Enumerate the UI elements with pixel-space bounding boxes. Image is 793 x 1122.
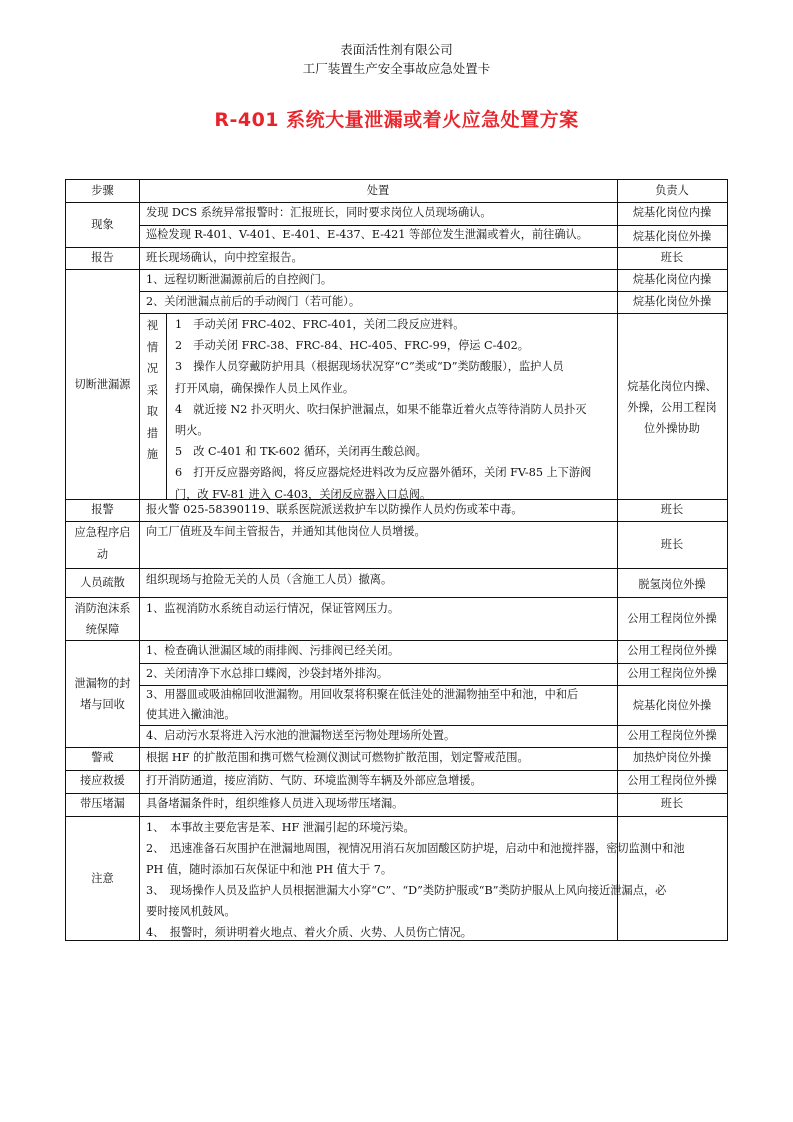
action-text: 巡检发现 R-401、V-401、E-401、E-437、E-421 等部位发生泄漏或着火，前往确认。: [146, 228, 588, 241]
owner-text: 班长: [660, 251, 684, 264]
action-text: 1、远程切断泄漏源前后的自控阀门。: [146, 273, 333, 286]
action-text: 2、关闭泄漏点前后的手动阀门（若可能）。: [146, 295, 361, 308]
step-phenomenon: 现象: [91, 218, 114, 231]
owner-text: 班长: [660, 538, 684, 551]
owner-text: 烷基化岗位外操: [632, 295, 712, 308]
action-text: 1、监视消防水系统自动运行情况，保证管网压力。: [146, 602, 400, 615]
action-text: 2、关闭清净下水总排口蝶阀，沙袋封堵外排沟。: [146, 667, 389, 680]
note-line: 2、 迅速准备石灰围护在泄漏地周围，视情况用消石灰加固酸区防护堤，启动中和池搅拌器，密切监测中和池: [146, 842, 685, 855]
owner-text: 班长: [660, 797, 684, 810]
owner-text: 公用工程岗位外操: [627, 774, 717, 787]
measure-line: 6 打开反应器旁路阀，将反应器烷烃进料改为反应器外循环，关闭 FV-85 上下游阀: [175, 466, 592, 480]
step-report: 报告: [91, 251, 114, 264]
note-line: 3、 现场操作人员及监护人员根据泄漏大小穿“C”、“D”类防护服或“B”类防护服从上风向接近泄漏点，必: [146, 884, 667, 897]
action-text: 4、启动污水泵将进入污水池的泄漏物送至污物处理场所处置。: [146, 729, 456, 742]
owner-text: 公用工程岗位外操: [627, 729, 717, 742]
step-pressure-sealing: 带压堵漏: [80, 797, 125, 810]
measure-line: 1 手动关闭 FRC-402、FRC-401，关闭二段反应进料。: [175, 318, 465, 331]
measure-line: 5 改 C-401 和 TK-602 循环，关闭再生酸总阀。: [175, 445, 427, 459]
action-text: 组织现场与抢险无关的人员（含施工人员）撤离。: [146, 573, 393, 586]
action-text: 发现 DCS 系统异常报警时：汇报班长，同时要求岗位人员现场确认。: [146, 206, 492, 219]
step-cordon: 警戒: [91, 751, 114, 764]
owner-text: 烷基化岗位内操: [632, 206, 712, 219]
owner-text: 公用工程岗位外操: [627, 667, 717, 680]
document-header: [0, 40, 793, 78]
plan-title: R-401 系统大量泄漏或着火应急处置方案: [214, 109, 579, 131]
owner-text: 公用工程岗位外操: [627, 612, 717, 625]
action-text: 1、检查确认泄漏区域的雨排阀、污排阀已经关闭。: [146, 644, 400, 657]
conditional-measures-list: [166, 314, 617, 505]
action-text: 3、用器皿或吸油棉回收泄漏物。用回收泵将积聚在低洼处的泄漏物抽至中和池，中和后 使其进入撇油池。: [146, 688, 579, 721]
step-notes: 注意: [91, 871, 114, 885]
measure-line: 4 就近接 N2 扑灭明火、吹扫保护泄漏点，如果不能靠近着火点等待消防人员扑灭: [175, 402, 587, 416]
action-text: 向工厂值班及车间主管报告，并通知其他岗位人员增援。: [146, 525, 426, 538]
owner-text: 公用工程岗位外操: [627, 644, 717, 657]
step-evacuation: 人员疏散: [80, 576, 125, 589]
action-text: 班长现场确认，向中控室报告。: [146, 251, 303, 264]
conditional-measures-label: 视 情 况 采 取 措 施: [146, 319, 159, 461]
note-line: 要时接风机鼓风。: [146, 905, 236, 918]
measure-line: 2 手动关闭 FRC-38、FRC-84、HC-405、FRC-99，停运 C-402。: [175, 339, 529, 353]
action-text: 根据 HF 的扩散范围和携可燃气检测仪测试可燃物扩散范围，划定警戒范围。: [146, 751, 529, 764]
step-alarm: 报警: [91, 503, 114, 516]
action-text: 报火警 025-58390119、联系医院派送救护车以防操作人员灼伤或苯中毒。: [146, 503, 523, 516]
note-line: 1、 本事故主要危害是苯、HF 泄漏引起的环境污染。: [146, 821, 415, 834]
notes-list: [139, 817, 727, 943]
measure-line: 明火。: [175, 424, 209, 438]
owner-text: 班长: [660, 503, 684, 516]
action-text: 具备堵漏条件时，组织维修人员进入现场带压堵漏。: [146, 797, 404, 810]
step-rescue-support: 接应救援: [80, 774, 125, 787]
owner-text: 烷基化岗位外操: [632, 230, 712, 243]
header-action: 处置: [366, 184, 390, 197]
header-step: 步骤: [91, 184, 114, 197]
owner-text: 脱氢岗位外操: [638, 578, 706, 591]
emergency-procedure-table: [65, 179, 728, 941]
conditional-owner: 烷基化岗位内操、 外操，公用工程岗 位外操协助: [627, 380, 717, 435]
owner-text: 加热炉岗位外操: [632, 751, 712, 764]
note-line: PH 值，随时添加石灰保证中和池 PH 值大于 7。: [146, 863, 393, 876]
step-fire-foam: 消防泡沫系 统保障: [74, 602, 131, 636]
step-emergency-start: 应急程序启 动: [74, 526, 131, 561]
card-title: 工厂装置生产安全事故应急处置卡: [302, 61, 491, 76]
action-text: 打开消防通道，接应消防、气防、环境监测等车辆及外部应急增援。: [146, 774, 482, 787]
company-name: 表面活性剂有限公司: [340, 42, 453, 57]
header-owner: 负责人: [655, 184, 689, 197]
measure-line: 门，改 FV-81 进入 C-403，关闭反应器入口总阀。: [175, 487, 432, 501]
measure-line: 打开风扇，确保操作人员上风作业。: [175, 381, 355, 395]
owner-text: 烷基化岗位内操: [632, 273, 712, 286]
measure-line: 3 操作人员穿戴防护用具（根据现场状况穿“C”类或“D”类防酸服），监护人员: [175, 360, 564, 374]
note-line: 4、 报警时，须讲明着火地点、着火介质、火势、人员伤亡情况。: [146, 926, 472, 939]
owner-text: 烷基化岗位外操: [632, 698, 712, 712]
step-containment: 泄漏物的封 堵与回收: [74, 676, 131, 711]
step-cut-off-source: 切断泄漏源: [74, 377, 131, 391]
